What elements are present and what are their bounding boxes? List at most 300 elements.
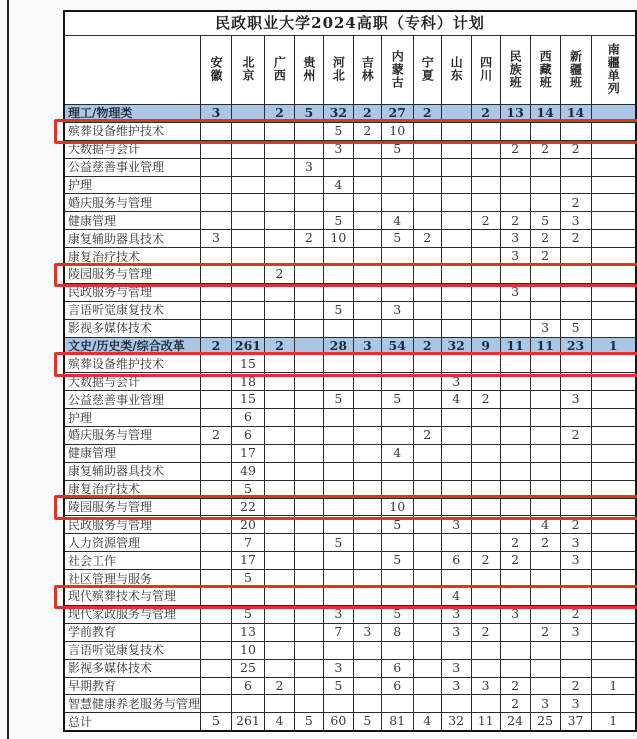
plan-count-cell: [530, 462, 560, 480]
row-label: 公益慈善事业管理: [64, 391, 201, 409]
plan-count-cell: 18: [231, 373, 264, 391]
plan-count-cell: [500, 266, 530, 284]
plan-count-cell: 20: [231, 516, 264, 534]
plan-count-cell: 2: [413, 105, 441, 123]
plan-count-cell: 1: [591, 713, 636, 731]
plan-count-cell: 2: [530, 534, 560, 552]
plan-count-cell: [323, 427, 353, 445]
column-header: [500, 36, 530, 105]
plan-count-cell: [294, 212, 323, 230]
plan-count-cell: 2: [530, 248, 560, 266]
plan-count-cell: [471, 605, 500, 623]
plan-count-cell: [201, 588, 232, 606]
table-title-row: [64, 11, 636, 36]
plan-count-cell: [381, 176, 413, 194]
plan-count-cell: [231, 140, 264, 158]
plan-count-cell: [560, 659, 591, 677]
plan-count-cell: 2: [530, 140, 560, 158]
page-edge-line: [7, 0, 9, 739]
plan-count-cell: [353, 570, 381, 588]
row-label: 影视多媒体技术: [64, 319, 201, 337]
plan-count-cell: [560, 498, 591, 516]
plan-count-cell: [353, 677, 381, 695]
plan-count-cell: 5: [323, 212, 353, 230]
plan-count-cell: [264, 534, 294, 552]
row-label: 陵园服务与管理: [64, 498, 201, 516]
table-row: [64, 677, 636, 695]
plan-count-cell: 7: [231, 534, 264, 552]
plan-count-cell: [294, 373, 323, 391]
plan-count-cell: 3: [560, 695, 591, 713]
column-header-label: 民族班: [508, 49, 523, 89]
plan-count-cell: [500, 319, 530, 337]
plan-count-cell: [294, 695, 323, 713]
table-row: [64, 623, 636, 641]
plan-count-cell: [294, 266, 323, 284]
plan-count-cell: [591, 480, 636, 498]
plan-count-cell: [591, 498, 636, 516]
plan-count-cell: [471, 516, 500, 534]
plan-count-cell: [500, 122, 530, 140]
plan-count-cell: 10: [381, 498, 413, 516]
plan-count-cell: 5: [294, 105, 323, 123]
row-label: 大数据与会计: [64, 140, 201, 158]
plan-count-cell: [591, 230, 636, 248]
plan-count-cell: [530, 444, 560, 462]
plan-count-cell: [294, 355, 323, 373]
plan-count-cell: 1: [591, 337, 636, 355]
plan-count-cell: [591, 534, 636, 552]
plan-count-cell: [264, 230, 294, 248]
plan-count-cell: [471, 588, 500, 606]
plan-count-cell: [560, 641, 591, 659]
plan-count-cell: [353, 194, 381, 212]
plan-count-cell: 3: [441, 516, 471, 534]
plan-count-cell: [471, 248, 500, 266]
plan-count-cell: [413, 355, 441, 373]
plan-count-cell: [530, 355, 560, 373]
plan-count-cell: 49: [231, 462, 264, 480]
plan-count-cell: [413, 623, 441, 641]
plan-count-cell: 3: [441, 605, 471, 623]
plan-count-cell: [264, 122, 294, 140]
plan-count-cell: 3: [323, 605, 353, 623]
plan-count-cell: [471, 301, 500, 319]
plan-count-cell: 3: [500, 283, 530, 301]
plan-count-cell: [441, 534, 471, 552]
plan-count-cell: 6: [381, 677, 413, 695]
table-row: [64, 641, 636, 659]
plan-count-cell: [381, 266, 413, 284]
plan-count-cell: [413, 283, 441, 301]
plan-count-cell: [530, 122, 560, 140]
plan-count-cell: [264, 158, 294, 176]
plan-count-cell: 2: [560, 605, 591, 623]
plan-count-cell: [323, 480, 353, 498]
plan-count-cell: 5: [530, 212, 560, 230]
plan-count-cell: 28: [323, 337, 353, 355]
plan-count-cell: [471, 140, 500, 158]
plan-count-cell: 4: [381, 444, 413, 462]
plan-count-cell: 3: [500, 230, 530, 248]
plan-count-cell: [323, 552, 353, 570]
row-label: 健康管理: [64, 444, 201, 462]
plan-count-cell: 2: [471, 391, 500, 409]
plan-count-cell: [471, 427, 500, 445]
plan-count-cell: [591, 588, 636, 606]
table-row: [64, 534, 636, 552]
plan-count-cell: [500, 301, 530, 319]
plan-count-cell: 10: [323, 230, 353, 248]
table-row: [64, 176, 636, 194]
table-row: [64, 659, 636, 677]
plan-count-cell: [353, 355, 381, 373]
row-label: 智慧健康养老服务与管理: [64, 695, 201, 713]
table-row: [64, 319, 636, 337]
plan-count-cell: [294, 588, 323, 606]
plan-count-cell: [264, 444, 294, 462]
row-label: 健康管理: [64, 212, 201, 230]
column-header: [413, 36, 441, 105]
plan-count-cell: [264, 516, 294, 534]
column-header: [381, 36, 413, 105]
plan-count-cell: [591, 695, 636, 713]
plan-count-cell: [323, 409, 353, 427]
plan-count-cell: [413, 301, 441, 319]
plan-count-cell: [441, 427, 471, 445]
column-header-label: 宁夏: [420, 56, 435, 82]
plan-count-cell: 32: [441, 337, 471, 355]
plan-count-cell: 2: [413, 230, 441, 248]
plan-count-cell: 5: [560, 319, 591, 337]
plan-count-cell: 2: [471, 212, 500, 230]
plan-count-cell: [381, 373, 413, 391]
plan-count-cell: [294, 301, 323, 319]
plan-count-cell: [530, 605, 560, 623]
plan-count-cell: [471, 373, 500, 391]
row-label: 康复治疗技术: [64, 480, 201, 498]
column-header: [441, 36, 471, 105]
plan-count-cell: 25: [231, 659, 264, 677]
plan-count-cell: [560, 480, 591, 498]
plan-count-cell: 14: [560, 105, 591, 123]
plan-count-cell: [264, 301, 294, 319]
plan-count-cell: 3: [381, 301, 413, 319]
plan-count-cell: [264, 605, 294, 623]
plan-count-cell: [353, 158, 381, 176]
row-label: 康复辅助器具技术: [64, 462, 201, 480]
plan-count-cell: 27: [381, 105, 413, 123]
row-label: 言语听觉康复技术: [64, 301, 201, 319]
row-label: 殡葬设备维护技术: [64, 122, 201, 140]
plan-count-cell: [201, 695, 232, 713]
column-header-label: 内蒙古: [390, 49, 405, 89]
column-header-label: 河北: [331, 56, 346, 82]
plan-count-cell: [413, 588, 441, 606]
plan-count-cell: [560, 266, 591, 284]
plan-count-cell: [591, 355, 636, 373]
table-row: [64, 462, 636, 480]
plan-count-cell: [323, 266, 353, 284]
plan-count-cell: 2: [500, 695, 530, 713]
plan-count-cell: [591, 516, 636, 534]
plan-count-cell: [591, 248, 636, 266]
plan-count-cell: [264, 462, 294, 480]
plan-count-cell: [471, 158, 500, 176]
plan-count-cell: [264, 570, 294, 588]
row-label: 康复辅助器具技术: [64, 230, 201, 248]
plan-count-cell: 25: [530, 713, 560, 731]
plan-count-cell: 5: [323, 301, 353, 319]
table-row: [64, 122, 636, 140]
plan-count-cell: [500, 391, 530, 409]
plan-count-cell: [353, 301, 381, 319]
column-header-label: 南疆单列: [606, 43, 621, 95]
plan-count-cell: 261: [231, 337, 264, 355]
plan-count-cell: [530, 498, 560, 516]
plan-count-cell: 3: [560, 534, 591, 552]
plan-count-cell: [381, 480, 413, 498]
plan-count-cell: [530, 677, 560, 695]
plan-count-cell: 5: [201, 713, 232, 731]
plan-count-cell: 261: [231, 713, 264, 731]
corner-cell: [64, 36, 201, 105]
plan-count-cell: 2: [560, 140, 591, 158]
plan-count-cell: [201, 534, 232, 552]
plan-count-cell: [500, 355, 530, 373]
plan-count-cell: 2: [413, 427, 441, 445]
plan-count-cell: [413, 176, 441, 194]
plan-count-cell: [441, 283, 471, 301]
row-label: 理工/物理类: [64, 105, 201, 123]
plan-count-cell: [294, 623, 323, 641]
plan-count-cell: [560, 176, 591, 194]
plan-count-cell: 2: [560, 516, 591, 534]
plan-count-cell: 2: [560, 194, 591, 212]
plan-count-cell: [353, 659, 381, 677]
plan-count-cell: 10: [381, 122, 413, 140]
plan-count-cell: 2: [560, 427, 591, 445]
plan-count-cell: 7: [323, 623, 353, 641]
plan-count-cell: [530, 570, 560, 588]
plan-count-cell: [264, 176, 294, 194]
row-label: 民政服务与管理: [64, 516, 201, 534]
plan-count-cell: [201, 552, 232, 570]
plan-count-cell: [381, 409, 413, 427]
plan-count-cell: 2: [500, 552, 530, 570]
plan-count-cell: [231, 212, 264, 230]
plan-count-cell: [264, 552, 294, 570]
plan-count-cell: 6: [441, 552, 471, 570]
plan-count-cell: [530, 266, 560, 284]
plan-count-cell: 5: [323, 534, 353, 552]
plan-count-cell: [264, 391, 294, 409]
plan-count-cell: 3: [560, 552, 591, 570]
plan-count-cell: 5: [381, 140, 413, 158]
plan-count-cell: [413, 319, 441, 337]
plan-count-cell: 8: [381, 623, 413, 641]
column-header: [471, 36, 500, 105]
plan-count-cell: [413, 194, 441, 212]
plan-count-cell: 3: [323, 140, 353, 158]
row-label: 现代殡葬技术与管理: [64, 588, 201, 606]
total-row: [64, 713, 636, 731]
section-row: [64, 337, 636, 355]
plan-count-cell: [231, 158, 264, 176]
plan-count-cell: [353, 373, 381, 391]
plan-count-cell: 2: [560, 677, 591, 695]
column-header-row: [64, 36, 636, 105]
plan-count-cell: 22: [231, 498, 264, 516]
plan-count-cell: 5: [381, 605, 413, 623]
plan-count-cell: [231, 230, 264, 248]
plan-count-cell: [353, 605, 381, 623]
row-label: 文史/历史类/综合改革: [64, 337, 201, 355]
plan-count-cell: [201, 391, 232, 409]
row-label: 早期教育: [64, 677, 201, 695]
plan-count-cell: 2: [560, 230, 591, 248]
plan-count-cell: [591, 427, 636, 445]
plan-count-cell: [413, 373, 441, 391]
plan-count-cell: [591, 391, 636, 409]
plan-count-cell: 5: [323, 391, 353, 409]
column-header-label: 贵州: [301, 56, 316, 82]
plan-count-cell: [441, 498, 471, 516]
row-label: 公益慈善事业管理: [64, 158, 201, 176]
plan-count-cell: 2: [264, 266, 294, 284]
row-label: 殡葬设备维护技术: [64, 355, 201, 373]
table-row: [64, 391, 636, 409]
plan-count-cell: [201, 677, 232, 695]
plan-count-cell: [294, 444, 323, 462]
column-header: [231, 36, 264, 105]
plan-count-cell: 5: [323, 122, 353, 140]
column-header-label: 新疆班: [568, 49, 583, 89]
plan-count-cell: [530, 641, 560, 659]
plan-count-cell: [500, 158, 530, 176]
column-header-label: 四川: [478, 56, 493, 82]
plan-count-cell: [231, 283, 264, 301]
plan-count-cell: 5: [323, 677, 353, 695]
plan-count-cell: [201, 283, 232, 301]
plan-count-cell: [441, 570, 471, 588]
column-header-label: 西藏班: [538, 49, 553, 89]
plan-count-cell: [413, 641, 441, 659]
plan-count-cell: [231, 122, 264, 140]
plan-count-cell: [294, 480, 323, 498]
plan-count-cell: 3: [294, 158, 323, 176]
plan-count-cell: [231, 319, 264, 337]
plan-count-cell: 23: [560, 337, 591, 355]
plan-count-cell: [530, 588, 560, 606]
table-row: [64, 373, 636, 391]
plan-count-cell: [441, 140, 471, 158]
plan-count-cell: [413, 391, 441, 409]
plan-count-cell: [441, 212, 471, 230]
plan-count-cell: [201, 176, 232, 194]
row-label: 学前教育: [64, 623, 201, 641]
plan-count-cell: [294, 409, 323, 427]
plan-count-cell: [591, 194, 636, 212]
plan-count-cell: [530, 283, 560, 301]
plan-count-cell: [413, 552, 441, 570]
plan-count-cell: [560, 355, 591, 373]
plan-count-cell: 2: [530, 623, 560, 641]
plan-count-cell: [353, 641, 381, 659]
plan-count-cell: [323, 194, 353, 212]
plan-count-cell: 5: [353, 713, 381, 731]
table-row: [64, 427, 636, 445]
plan-count-cell: 37: [560, 713, 591, 731]
column-header: [353, 36, 381, 105]
plan-count-cell: [294, 248, 323, 266]
plan-count-cell: [201, 158, 232, 176]
plan-count-cell: [471, 444, 500, 462]
plan-count-cell: [323, 283, 353, 301]
plan-count-cell: [264, 283, 294, 301]
column-header: [591, 36, 636, 105]
row-label: 康复治疗技术: [64, 248, 201, 266]
plan-count-cell: [441, 301, 471, 319]
plan-count-cell: [413, 516, 441, 534]
plan-count-cell: [264, 695, 294, 713]
plan-count-cell: [530, 659, 560, 677]
plan-count-cell: [323, 355, 353, 373]
plan-count-cell: [201, 122, 232, 140]
plan-count-cell: [500, 570, 530, 588]
table-row: [64, 301, 636, 319]
plan-count-cell: 17: [231, 444, 264, 462]
plan-count-cell: [201, 373, 232, 391]
plan-count-cell: [323, 498, 353, 516]
plan-count-cell: [201, 462, 232, 480]
plan-count-cell: 4: [441, 391, 471, 409]
plan-count-cell: [201, 570, 232, 588]
plan-count-cell: [530, 176, 560, 194]
plan-count-cell: [560, 570, 591, 588]
plan-count-cell: [231, 176, 264, 194]
plan-count-cell: [441, 462, 471, 480]
plan-count-cell: [591, 319, 636, 337]
enrollment-plan-sheet: [63, 10, 637, 732]
plan-count-cell: [530, 373, 560, 391]
plan-count-cell: 5: [231, 605, 264, 623]
plan-count-cell: 5: [381, 516, 413, 534]
plan-count-cell: [294, 605, 323, 623]
plan-count-cell: [381, 588, 413, 606]
plan-count-cell: 2: [471, 623, 500, 641]
plan-count-cell: [413, 266, 441, 284]
plan-count-cell: [264, 248, 294, 266]
plan-count-cell: [264, 623, 294, 641]
plan-count-cell: [381, 158, 413, 176]
plan-count-cell: [381, 695, 413, 713]
plan-count-cell: [471, 695, 500, 713]
plan-count-cell: [201, 140, 232, 158]
plan-count-cell: [353, 140, 381, 158]
column-header: [530, 36, 560, 105]
plan-count-cell: [471, 355, 500, 373]
table-row: [64, 516, 636, 534]
plan-count-cell: [471, 230, 500, 248]
plan-count-cell: [353, 480, 381, 498]
plan-count-cell: [441, 194, 471, 212]
plan-count-cell: [294, 427, 323, 445]
plan-count-cell: 17: [231, 552, 264, 570]
plan-count-cell: [294, 534, 323, 552]
plan-count-cell: [353, 534, 381, 552]
plan-count-cell: [294, 659, 323, 677]
